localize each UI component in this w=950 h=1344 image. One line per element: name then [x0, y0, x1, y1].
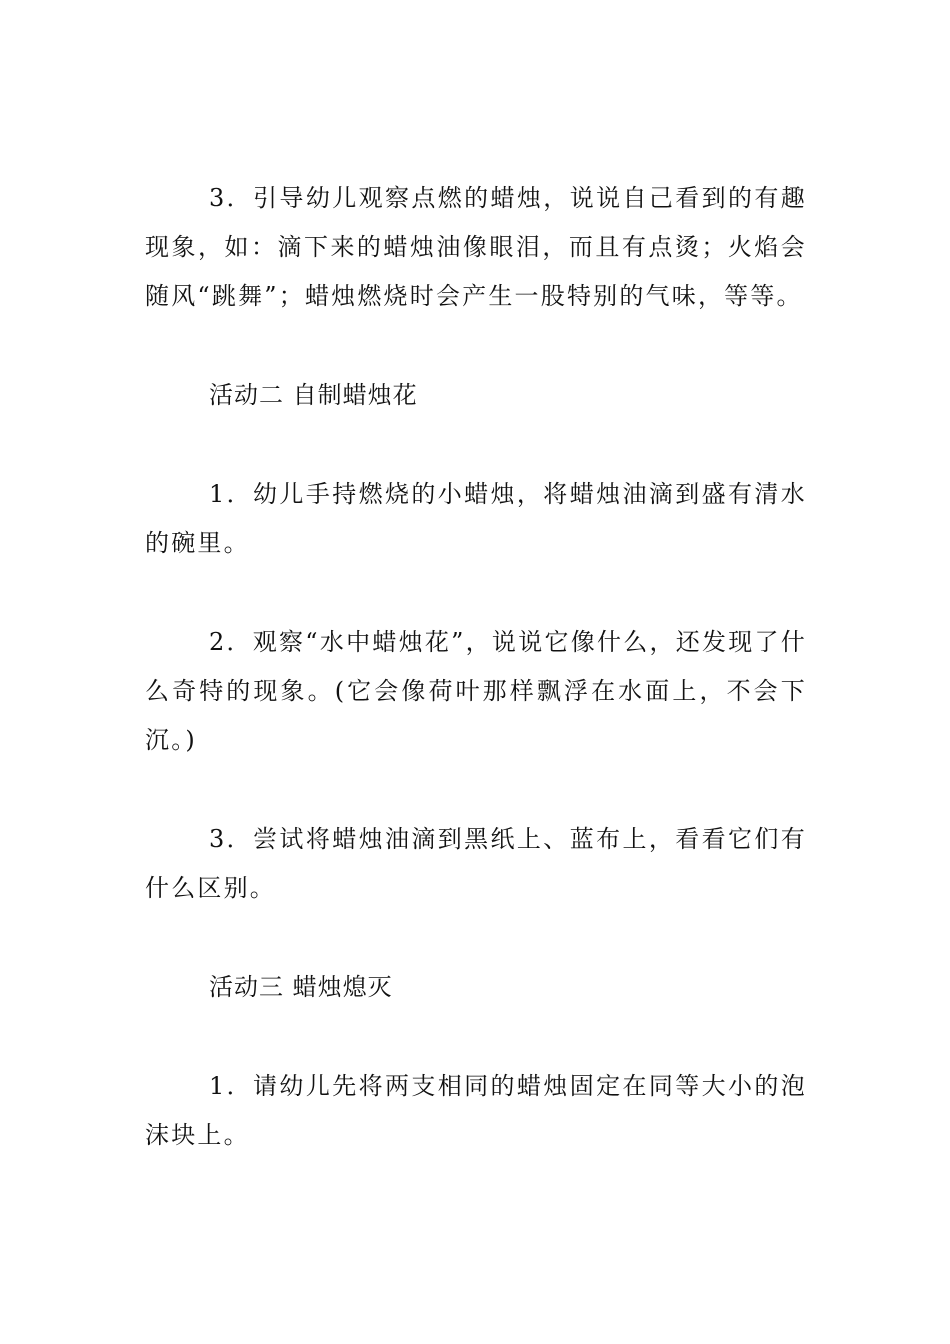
paragraph-paper-cloth: 3．尝试将蜡烛油滴到黑纸上、蓝布上，看看它们有什么区别。	[145, 825, 807, 902]
section-heading-activity-three: 活动三 蜡烛熄灭	[209, 973, 393, 1001]
paragraph-observe-candle: 3．引导幼儿观察点燃的蜡烛，说说自己看到的有趣现象，如：滴下来的蜡烛油像眼泪，而且有点烫；火焰会随风“跳舞”；蜡烛燃烧时会产生一股特别的气味，等等。	[145, 184, 807, 310]
paragraph-gap	[145, 321, 807, 371]
paragraph-gap	[145, 568, 807, 618]
paragraph-gap	[145, 913, 807, 963]
paragraph-gap	[145, 765, 807, 815]
paragraph-fix-candles: 1．请幼儿先将两支相同的蜡烛固定在同等大小的泡沫块上。	[145, 1072, 807, 1149]
paragraph-wax-flower: 2．观察“水中蜡烛花”，说说它像什么，还发现了什么奇特的现象。(它会像荷叶那样飘浮在水面上，不会下沉。)	[145, 628, 807, 754]
document-body	[145, 174, 807, 1160]
paragraph-gap	[145, 420, 807, 470]
paragraph-drip-wax-water: 1．幼儿手持燃烧的小蜡烛，将蜡烛油滴到盛有清水的碗里。	[145, 480, 807, 557]
paragraph-gap	[145, 1012, 807, 1062]
section-heading-activity-two: 活动二 自制蜡烛花	[209, 381, 418, 409]
